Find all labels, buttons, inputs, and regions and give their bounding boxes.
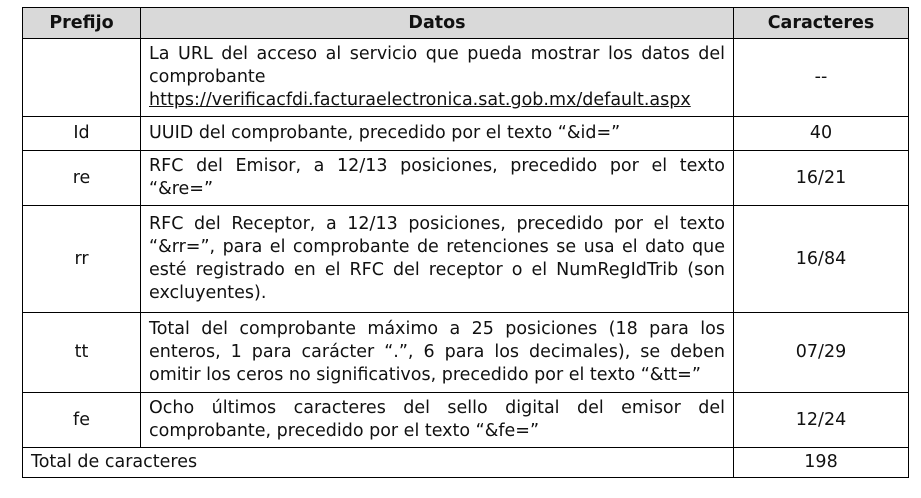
row-data-text: La URL del acceso al servicio que pueda mostrar los datos del comprobante — [149, 44, 725, 87]
row-prefix: tt — [23, 313, 141, 393]
row-chars: 40 — [734, 117, 909, 151]
row-chars: 12/24 — [734, 393, 909, 448]
row-data: RFC del Emisor, a 12/13 posiciones, precedido por el texto “&re=” — [141, 151, 734, 206]
table-row — [23, 206, 909, 313]
row-data: UUID del comprobante, precedido por el texto “&id=” — [141, 117, 734, 151]
header-prefix: Prefijo — [23, 8, 141, 39]
header-data: Datos — [141, 8, 734, 39]
row-data: RFC del Receptor, a 12/13 posiciones, precedido por el texto “&rr=”, para el comprobante de retenciones se usa el dato que esté registrado en el RFC del receptor o el NumRegIdTrib (son excluyentes). — [141, 206, 734, 313]
row-data: Total del comprobante máximo a 25 posiciones (18 para los enteros, 1 para carácter “.”, 6 para los decimales), se deben omitir los ceros no significativos, precedido por el texto “&tt=” — [141, 313, 734, 393]
row-prefix: re — [23, 151, 141, 206]
characters-table — [22, 7, 909, 478]
row-chars: 07/29 — [734, 313, 909, 393]
table-row — [23, 393, 909, 448]
table-row — [23, 313, 909, 393]
service-url-link[interactable]: https://verificacfdi.facturaelectronica.sat.gob.mx/default.aspx — [149, 90, 691, 110]
row-chars: 16/84 — [734, 206, 909, 313]
table-row — [23, 39, 909, 117]
header-row — [23, 8, 909, 39]
table-row — [23, 117, 909, 151]
table-row — [23, 151, 909, 206]
row-chars: 16/21 — [734, 151, 909, 206]
row-prefix: rr — [23, 206, 141, 313]
total-value: 198 — [734, 448, 909, 478]
row-prefix — [23, 39, 141, 117]
row-prefix: Id — [23, 117, 141, 151]
total-label: Total de caracteres — [23, 448, 734, 478]
row-prefix: fe — [23, 393, 141, 448]
row-data: Ocho últimos caracteres del sello digital del emisor del comprobante, precedido por el texto “&fe=” — [141, 393, 734, 448]
row-data — [141, 39, 734, 117]
header-chars: Caracteres — [734, 8, 909, 39]
total-row — [23, 448, 909, 478]
row-chars: -- — [734, 39, 909, 117]
